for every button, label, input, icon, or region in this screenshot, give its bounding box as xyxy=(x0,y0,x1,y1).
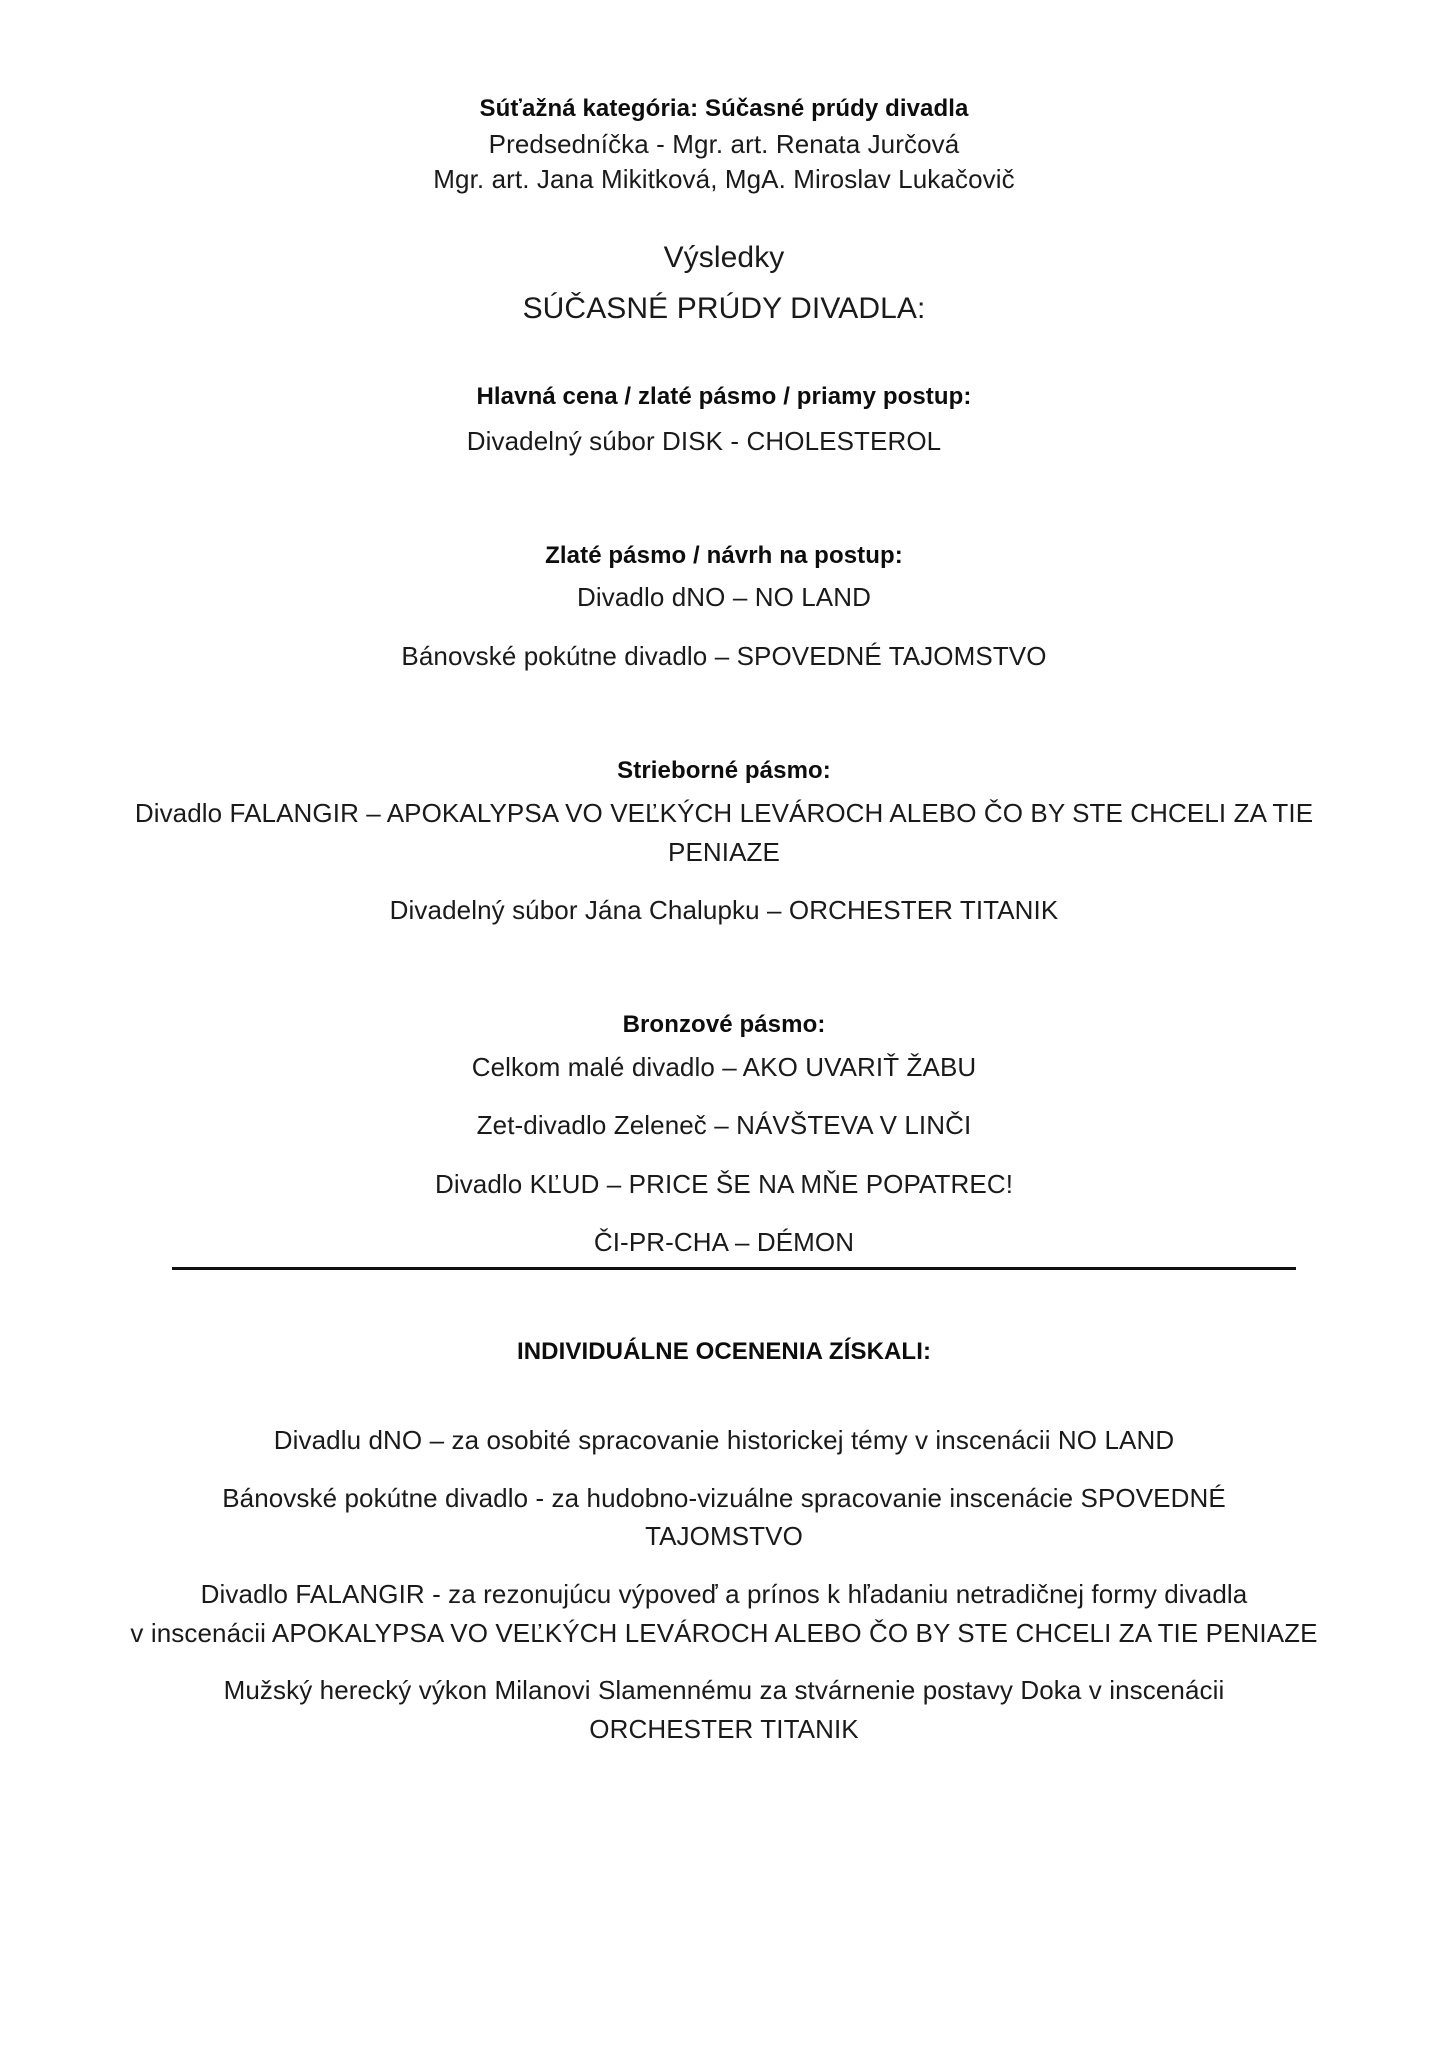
section-divider xyxy=(172,1267,1296,1270)
bronze-entry: Zet-divadlo Zeleneč – NÁVŠTEVA V LINČI xyxy=(476,1110,972,1140)
silver-entry-continuation: PENIAZE xyxy=(668,837,780,867)
individual-award: Divadlo FALANGIR - za rezonujúcu výpoveď a prínos k hľadaniu netradičnej formy divadla xyxy=(200,1579,1248,1609)
category-heading: Súťažná kategória: Súčasné prúdy divadla xyxy=(479,95,969,122)
individual-awards-heading: INDIVIDUÁLNE OCENENIA ZÍSKALI: xyxy=(516,1338,932,1365)
bronze-entry: Celkom malé divadlo – AKO UVARIŤ ŽABU xyxy=(471,1052,977,1082)
individual-award-continuation: ORCHESTER TITANIK xyxy=(589,1714,859,1744)
results-title: Výsledky xyxy=(663,241,785,274)
silver-heading: Strieborné pásmo: xyxy=(617,757,831,784)
individual-award: Bánovské pokútne divadlo - za hudobno-vizuálne spracovanie inscenácie SPOVEDNÉ xyxy=(222,1483,1226,1513)
main-prize-heading: Hlavná cena / zlaté pásmo / priamy postup: xyxy=(476,383,972,410)
individual-award: Mužský herecký výkon Milanovi Slamennému za stvárnenie postavy Doka v inscenácii xyxy=(223,1675,1225,1705)
results-subtitle: SÚČASNÉ PRÚDY DIVADLA: xyxy=(522,292,926,325)
gold-entry: Divadlo dNO – NO LAND xyxy=(577,582,871,612)
bronze-entry: Divadlo KĽUD – PRICE ŠE NA MŇE POPATREC! xyxy=(434,1169,1014,1199)
individual-award-continuation: TAJOMSTVO xyxy=(645,1521,803,1551)
gold-entry: Bánovské pokútne divadlo – SPOVEDNÉ TAJOMSTVO xyxy=(401,641,1047,671)
individual-award-continuation: v inscenácii APOKALYPSA VO VEĽKÝCH LEVÁROCH ALEBO ČO BY STE CHCELI ZA TIE PENIAZE xyxy=(130,1618,1318,1648)
bronze-entry: ČI-PR-CHA – DÉMON xyxy=(593,1227,855,1257)
silver-entry: Divadlo FALANGIR – APOKALYPSA VO VEĽKÝCH LEVÁROCH ALEBO ČO BY STE CHCELI ZA TIE xyxy=(134,798,1314,828)
jury-chair: Predsedníčka - Mgr. art. Renata Jurčová xyxy=(488,129,960,159)
jury-members: Mgr. art. Jana Mikitková, MgA. Miroslav Lukačovič xyxy=(433,164,1015,194)
bronze-heading: Bronzové pásmo: xyxy=(622,1011,826,1038)
silver-entry: Divadelný súbor Jána Chalupku – ORCHESTER TITANIK xyxy=(389,895,1059,925)
gold-heading: Zlaté pásmo / návrh na postup: xyxy=(545,542,903,569)
individual-award: Divadlu dNO – za osobité spracovanie historickej témy v inscenácii NO LAND xyxy=(273,1425,1175,1455)
main-prize-entry: Divadelný súbor DISK - CHOLESTEROL xyxy=(466,426,942,456)
